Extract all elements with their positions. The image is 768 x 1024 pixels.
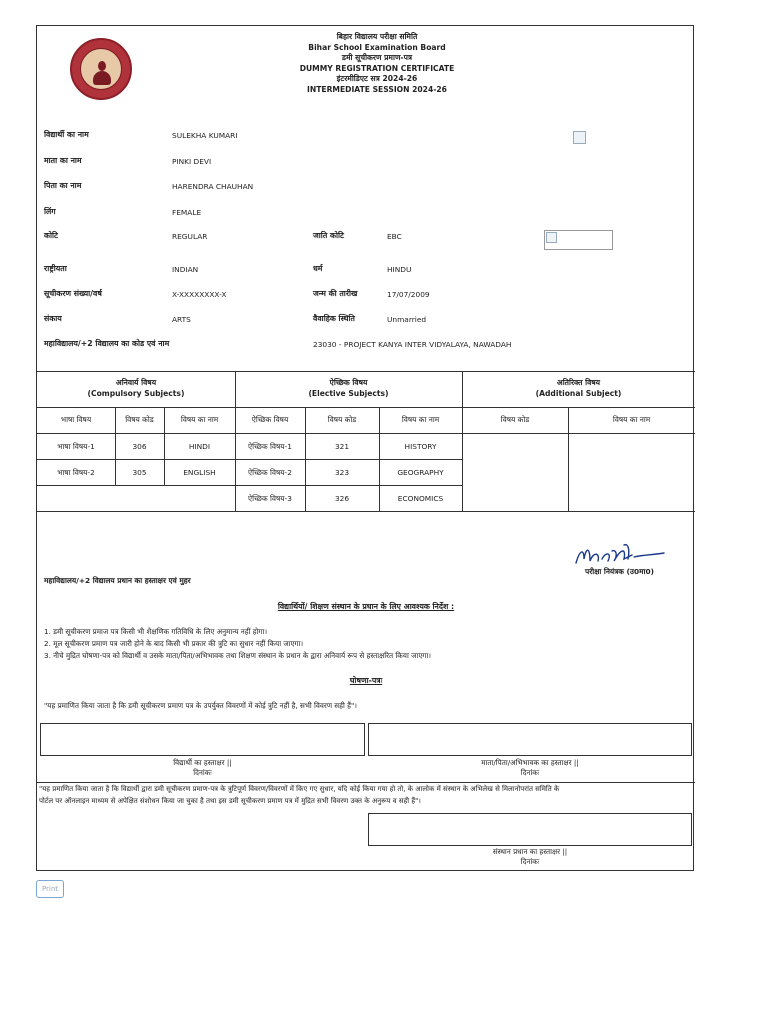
col-header-code-2: विषय कोड [327,415,357,424]
header-line-3: डमी सूचीकरण प्रमाण-पत्र [341,53,413,63]
parent-signature-label-block [368,758,692,778]
header-line-5: इंटरमीडिएट सत्र 2024-26 [336,74,418,84]
nationality-label: राष्ट्रीयता [44,264,67,273]
faculty-value: ARTS [172,315,191,324]
instruction-1: 1. डमी सूचीकरण प्रमाज पत्र किसी भी शैक्षणिक गतिविधि के लिए अनुमान्य नहीं होगा। [44,627,268,636]
col-header-name-2: विषय का नाम [401,415,440,424]
col-header-code: विषय कोड [125,415,154,424]
col-header-add-code: विषय कोड [500,415,530,424]
category-value: REGULAR [172,232,208,241]
head-signature-date: दिनांकः [520,857,540,866]
certificate-header [237,32,517,96]
compulsory-group-heading [37,377,235,399]
student-signature-label-block [40,758,365,778]
religion-value: HINDU [387,265,412,274]
elective-row-3-code: 326 [334,494,350,503]
additional-group-heading [462,377,695,399]
col-header-add-name: विषय का नाम [612,415,651,424]
mother-label: माता का नाम [44,156,82,165]
head-signature-box [368,813,692,846]
compulsory-row-2-type: भाषा विषय-2 [57,468,95,477]
head-declaration-line-1: "यह प्रमाणित किया जाता है कि विद्यार्थी द्वारा डमी सूचीकरण प्रमाण-पत्र के त्रुटिपूर्ण विवरण/विवरणों में किए गए सुधार, यदि कोई किया गया हो तो, के आलोक में संस्थान के अभिलेख से मिलानोपरांत समिति के [39,785,560,793]
dob-value: 17/07/2009 [387,290,430,299]
col-header-elective: ऐच्छिक विषय [251,415,289,424]
compulsory-heading-en: (Compulsory Subjects) [87,389,185,398]
elective-row-3-type: ऐच्छिक विषय-3 [248,494,292,503]
instruction-3: 3. नीचे मुद्रित घोषणा-पत्र को विद्यार्थी व उसके माता/पिता/अभिभावक तथा शिक्षण संस्थान के प्रधान के द्वारा अनिवार्य रूप से हस्ताक्षरित किया जाएगा। [44,651,431,660]
compulsory-row-1-type: भाषा विषय-1 [57,442,95,451]
col-header-name: विषय का नाम [180,415,219,424]
declaration-text: "यह प्रमाणित किया जाता है कि डमी सूचीकरण प्रमाण पत्र के उपर्युक्त विवरणों में कोई त्रुटि नहीं है, सभी विवरण सही हैं"। [44,701,357,710]
bseb-seal-logo [70,38,132,100]
caste-label: जाति कोटि [313,231,344,240]
compulsory-row-1-name: HINDI [188,442,211,451]
compulsory-row-2-name: ENGLISH [183,468,216,477]
elective-row-1-name: HISTORY [404,442,437,451]
student-signature-label: विद्यार्थी का हस्ताक्षर || [173,758,232,767]
col-header-lang: भाषा विषय [60,415,92,424]
caste-value: EBC [387,232,402,241]
elective-row-2-type: ऐच्छिक विषय-2 [248,468,292,477]
student-signature-date: दिनांकः [193,768,212,777]
elective-row-1-code: 321 [334,442,350,451]
compulsory-row-1-code: 306 [132,442,147,451]
instruction-2: 2. मूल सूचीकरण प्रमाण पत्र जारी होने के बाद किसी भी प्रकार की त्रुटि का सुधार नहीं किया जाएगा। [44,639,304,648]
head-signature-label-block [368,847,692,867]
header-line-4: DUMMY REGISTRATION CERTIFICATE [299,63,455,73]
college-value: 23030 - PROJECT KANYA INTER VIDYALAYA, NAWADAH [313,340,512,349]
certificate [36,25,694,871]
regno-value: X-XXXXXXXX-X [172,290,227,299]
head-declaration-line-2: पोर्टल पर ऑनलाइन माध्यम से अपेक्षित संशोधन किया जा चुका है तथा इस डमी सूचीकरण प्रमाण पत्र में मुद्रित सभी विवरण उक्त के अनुरूप व सही हैं"। [39,797,421,805]
student-signature-box [40,723,365,756]
elective-group-heading [235,377,462,399]
principal-signature-label: महाविद्यालय/+2 विद्यालय प्रधान का हस्ताक्षर एवं मुहर [44,576,191,585]
nationality-value: INDIAN [172,265,199,274]
regno-label: सूचीकरण संख्या/वर्ष [44,289,102,298]
elective-row-3-name: ECONOMICS [397,494,444,503]
student-signature-image [544,230,613,250]
name-label: विद्यार्थी का नाम [44,130,89,139]
additional-heading-hi: अतिरिक्त विषय [556,378,601,387]
college-label: महाविद्यालय/+2 विद्यालय का कोड एवं नाम [44,339,170,348]
religion-label: धर्म [313,264,323,273]
parent-signature-label: माता/पिता/अभिभावक का हस्ताक्षर || [481,758,579,767]
compulsory-row-2-code: 305 [132,468,147,477]
gender-label: लिंग [44,207,56,216]
elective-heading-en: (Elective Subjects) [308,389,389,398]
instructions-title: विद्यार्थियों/ शिक्षण संस्थान के प्रधान के लिए आवश्यक निर्देश : [277,602,455,611]
controller-label: परीक्षा नियंत्रक (उ0मा0) [585,567,654,576]
elective-heading-hi: ऐच्छिक विषय [329,378,368,387]
compulsory-heading-hi: अनिवार्य विषय [115,378,157,387]
student-photo [573,131,586,144]
father-label: पिता का नाम [44,181,82,190]
parent-signature-date: दिनांकः [520,768,540,777]
marital-label: वैवाहिक स्थिति [313,314,355,323]
elective-row-1-type: ऐच्छिक विषय-1 [248,442,292,451]
header-line-6: INTERMEDIATE SESSION 2024-26 [307,84,447,94]
header-line-2: Bihar School Examination Board [308,42,446,52]
print-button[interactable]: Print [36,880,64,898]
elective-row-2-code: 323 [334,468,350,477]
divider [37,782,695,783]
marital-value: Unmarried [387,315,427,324]
name-value: SULEKHA KUMARI [172,131,238,140]
parent-signature-box [368,723,692,756]
mother-value: PINKI DEVI [172,157,212,166]
father-value: HARENDRA CHAUHAN [172,182,254,191]
faculty-label: संकाय [44,314,62,323]
category-label: कोटि [44,231,58,240]
dob-label: जन्म की तारीख [313,289,358,298]
header-line-1: बिहार विद्यालय परीक्षा समिति [336,32,418,41]
head-signature-label: संस्थान प्रधान का हस्ताक्षर || [492,847,568,856]
gender-value: FEMALE [172,208,202,217]
declaration-title: घोषणा-पत्रः [349,676,383,685]
additional-heading-en: (Additional Subject) [535,389,622,398]
elective-row-2-name: GEOGRAPHY [397,468,444,477]
